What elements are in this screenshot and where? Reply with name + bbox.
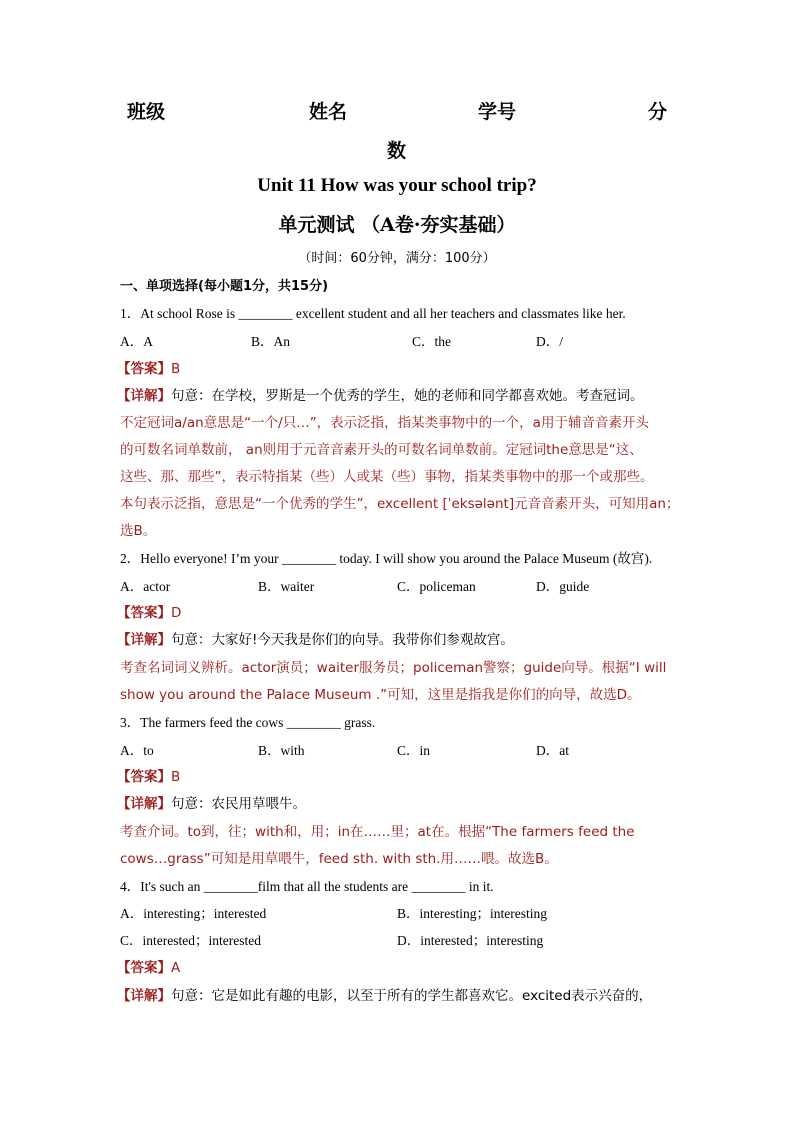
unit-title: Unit 11 How was your school trip? bbox=[257, 175, 537, 196]
question-stem: 1．At school Rose is ________ excellent student and all her teachers and classmates like her. bbox=[120, 306, 626, 321]
option-d: D．/ bbox=[536, 334, 563, 349]
answer-line bbox=[117, 765, 180, 785]
option-c: C．interested；interested bbox=[120, 933, 261, 948]
class-label: 班级 bbox=[127, 101, 166, 123]
option-c: C．the bbox=[412, 334, 451, 349]
detail-text: 句意：农民用草喂牛。 bbox=[171, 796, 306, 812]
answer-value: D bbox=[171, 605, 182, 621]
answer-line bbox=[117, 956, 180, 976]
detail-label: 【详解】 bbox=[117, 988, 171, 1004]
answer-label: 【答案】 bbox=[117, 769, 171, 785]
answer-value: B bbox=[171, 361, 181, 377]
detail-line bbox=[117, 792, 306, 812]
detail-line bbox=[117, 384, 644, 404]
option-b: B．with bbox=[258, 743, 305, 758]
detail-text: 句意：大家好!今天我是你们的向导。我带你们参观故宫。 bbox=[171, 632, 514, 648]
score-label: 分 bbox=[648, 101, 668, 123]
detail-text: 的可数名词单数前， an则用于元音音素开头的可数名词单数前。定冠词the意思是“这、 bbox=[120, 442, 643, 458]
student-id-label: 学号 bbox=[478, 101, 517, 123]
answer-label: 【答案】 bbox=[117, 361, 171, 377]
question-stem: 2．Hello everyone! I’m your ________ today. I will show you around the Palace Museum (故宫). bbox=[120, 551, 653, 566]
detail-label: 【详解】 bbox=[117, 796, 171, 812]
detail-label: 【详解】 bbox=[117, 632, 171, 648]
detail-text: show you around the Palace Museum .”可知，这里是指我是你们的向导，故选D。 bbox=[120, 687, 641, 703]
option-b: B．waiter bbox=[258, 579, 315, 594]
answer-value: B bbox=[171, 769, 181, 785]
section-title: 一、单项选择(每小题1分，共15分) bbox=[120, 279, 329, 294]
option-d: D．at bbox=[536, 743, 569, 758]
detail-text: 不定冠词a/an意思是“一个/只…”，表示泛指，指某类事物中的一个，a用于辅音音素开头 bbox=[120, 415, 649, 431]
answer-label: 【答案】 bbox=[117, 960, 171, 976]
option-a: A．A bbox=[120, 334, 153, 349]
test-title: 单元测试 （A卷·夯实基础） bbox=[278, 214, 516, 236]
test-meta: （时间：60分钟，满分：100分） bbox=[298, 251, 496, 266]
option-a: A．to bbox=[120, 743, 154, 758]
detail-text: 选B。 bbox=[120, 523, 157, 539]
option-a: A．actor bbox=[120, 579, 171, 594]
answer-line bbox=[117, 357, 180, 377]
detail-text: cows…grass”可知是用草喂牛，feed sth. with sth.用……喂。故选B。 bbox=[120, 851, 558, 867]
option-c: C．in bbox=[397, 743, 431, 758]
detail-label: 【详解】 bbox=[117, 388, 171, 404]
name-label: 姓名 bbox=[309, 101, 348, 123]
detail-line bbox=[117, 628, 514, 648]
answer-value: A bbox=[171, 960, 181, 976]
option-b: B．An bbox=[251, 334, 291, 349]
question-stem: 3．The farmers feed the cows ________ grass. bbox=[120, 715, 376, 730]
option-d: D．interested；interesting bbox=[397, 933, 544, 948]
detail-text: 句意：在学校，罗斯是一个优秀的学生，她的老师和同学都喜欢她。考查冠词。 bbox=[171, 388, 644, 404]
detail-line bbox=[117, 984, 652, 1004]
detail-text: 这些、那、那些”，表示特指某（些）人或某（些）事物，指某类事物中的那一个或那些。 bbox=[120, 469, 654, 485]
answer-label: 【答案】 bbox=[117, 605, 171, 621]
option-a: A．interesting；interested bbox=[120, 906, 267, 921]
option-b: B．interesting；interesting bbox=[397, 906, 547, 921]
answer-line bbox=[117, 601, 181, 621]
option-c: C．policeman bbox=[397, 579, 476, 594]
detail-text: 考查介词。to到，往；with和，用；in在……里；at在。根据“The farmers feed the bbox=[120, 824, 635, 840]
detail-text: 本句表示泛指，意思是“一个优秀的学生”，excellent [ˈeksələnt]元音音素开头，可知用an； bbox=[120, 496, 680, 512]
option-d: D．guide bbox=[536, 579, 590, 594]
detail-text: 句意：它是如此有趣的电影，以至于所有的学生都喜欢它。excited表示兴奋的， bbox=[171, 988, 653, 1004]
score-label-cont: 数 bbox=[387, 140, 407, 162]
question-stem: 4．It's such an ________film that all the students are ________ in it. bbox=[120, 879, 494, 894]
detail-text: 考查名词词义辨析。actor演员；waiter服务员；policeman警察；guide向导。根据“I will bbox=[120, 660, 667, 676]
